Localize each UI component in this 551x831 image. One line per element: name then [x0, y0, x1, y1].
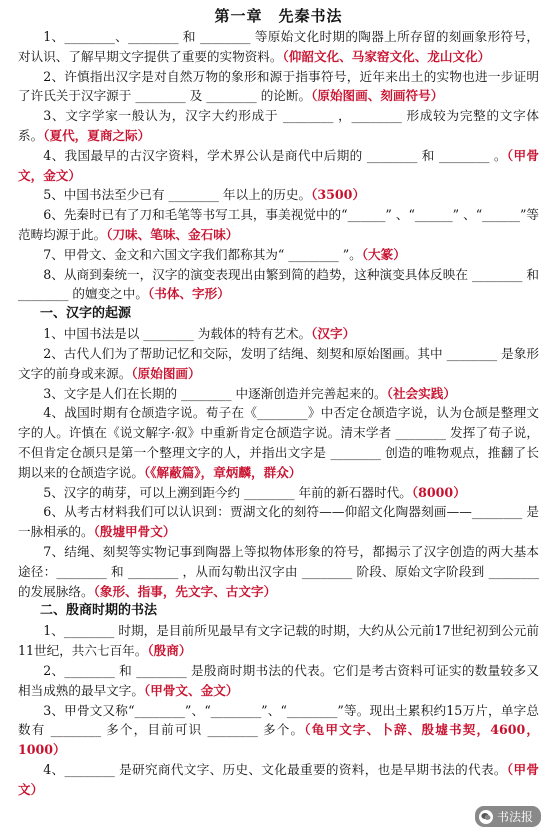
question-text: 7、结绳、刻契等实物记事到陶器上等拟物体形象的符号，都揭示了汉字创造的两大基本途径：________ 和 ________ ，从而勾勒出汉字由 ________ 阶段、原始文字阶段到 ________ 的发展脉络。 — [18, 543, 539, 599]
answer-text: （象形、指事，先文字、古文字） — [93, 583, 277, 599]
question-item — [18, 661, 539, 701]
question-item — [18, 27, 539, 67]
question-item — [18, 483, 539, 503]
chapter-title: 第一章 先秦书法 — [214, 7, 343, 25]
answer-text: （原始图画） — [131, 365, 201, 381]
answer-text: （龟甲文字、卜辞、殷墟书契，4600，1000） — [18, 722, 539, 758]
question-text: 2、古代人们为了帮助记忆和交际，发明了结绳、刻契和原始图画。其中 ________ 是象形文字的前身或来源。 — [18, 345, 539, 381]
question-item — [18, 106, 539, 146]
question-item — [18, 185, 539, 205]
question-item — [18, 621, 539, 661]
question-text: 6、从考古材料我们可以认识到：贾湖文化的刻符——仰韶文化陶器刻画——________ 是一脉相承的。 — [18, 504, 539, 540]
question-text: 5、汉字的萌芽，可以上溯到距今约 ________ 年前的新石器时代。 — [43, 484, 412, 500]
question-text: 1、________、________ 和 ________ 等原始文化时期的陶器上所存留的刻画象形符号，对认识、了解早期文字提供了重要的实物资料。 — [18, 29, 539, 64]
answer-text: （殷墟甲骨文） — [93, 524, 176, 540]
question-text: 1、中国书法是以 ________ 为载体的特有艺术。 — [43, 326, 312, 342]
answer-text: （《解蔽篇》，章炳麟，群众） — [143, 464, 302, 480]
answer-text: （大篆） — [361, 246, 406, 262]
answer-text: （仰韶文化、马家窑文化、龙山文化） — [282, 48, 491, 64]
answer-text: （刀味、笔味、金石味） — [106, 226, 239, 242]
question-text: 1、________ 时期，是目前所见最早有文字记载的时期，大约从公元前17世纪初到公元前11世纪，共六七百年。 — [18, 623, 539, 659]
question-text: 2、________ 和 ________ 是殷商时期书法的代表。它们是考古资料可证实的数量较多又相当成熟的最早文字。 — [18, 662, 539, 698]
answer-text: （殷商） — [147, 643, 192, 659]
question-text: 3、甲骨文又称“________”、“________”、“________”等。现出土累积约15万片，单字总数有 ________ 多个，目前可识 ________ 多个。 — [18, 702, 539, 738]
question-item — [18, 701, 539, 760]
question-item — [18, 502, 539, 542]
watermark-badge — [475, 806, 541, 827]
question-item — [18, 146, 539, 186]
question-text: 3、文字学家一般认为，汉字大约形成于 ________ ，________ 形成较为完整的文字体系。 — [18, 108, 539, 143]
wechat-logo-icon — [479, 810, 493, 824]
question-item — [18, 245, 539, 265]
question-item — [18, 265, 539, 305]
question-item — [18, 403, 539, 482]
question-item — [18, 542, 539, 601]
question-text: 4、战国时期有仓颉造字说。荀子在《________》中否定仓颉造字说，认为仓颉是整理文字的人。许慎在《说文解字·叙》中重新肯定仓颉造字说。清末学者 ________ 发挥了荀子说，不但肯定仓颉只是第一个整理文字的人，并指出文字是 ________ 创造的唯物观点，推翻了长期以来的仓颉造字说。 — [18, 405, 539, 480]
question-item — [18, 205, 539, 245]
question-item — [18, 324, 539, 344]
question-text: 4、________ 是研究商代文字、历史、文化最重要的资料，也是早期书法的代表。 — [43, 761, 507, 777]
question-text: 6、先秦时已有了刀和毛笔等书写工具，事美视觉中的“______” 、“______” 、“______”等范畴均源于此。 — [18, 207, 539, 242]
question-item — [18, 344, 539, 384]
answer-text: （夏代，夏商之际） — [43, 127, 151, 143]
question-text: 4、我国最早的古汉字资料，学术界公认是商代中后期的 ________ 和 ________ 。 — [43, 147, 507, 163]
answer-text: （甲骨文） — [18, 761, 539, 797]
section-heading: 一、汉字的起源 — [40, 306, 132, 322]
question-text: 5、中国书法至少已有 ________ 年以上的历史。 — [43, 187, 312, 203]
question-item — [18, 760, 539, 800]
answer-text: （8000） — [411, 484, 466, 500]
question-text: 3、文字是人们在长期的 ________ 中逐渐创造并完善起来的。 — [43, 385, 387, 401]
answer-text: （甲骨文，金文） — [18, 147, 539, 183]
answer-text: （原始图画、刻画符号） — [311, 88, 444, 104]
question-item — [18, 384, 539, 404]
question-list — [18, 27, 539, 799]
question-text: 8、从商到秦统一，汉字的演变表现出由繁到简的趋势，这种演变具体反映在 ________ 和 ________ 的嬗变之中。 — [18, 266, 539, 302]
answer-text: （甲骨文、金文） — [143, 682, 239, 698]
question-text: 7、甲骨文、金文和六国文字我们都称其为“ ________ ”。 — [43, 246, 362, 262]
question-text: 2、许慎指出汉字是对自然万物的象形和源于指事符号，近年来出土的实物也进一步证明了许氏关于汉字源于 ________ 及 ________ 的论断。 — [18, 68, 539, 104]
section-heading: 二、殷商时期的书法 — [40, 603, 158, 619]
answer-text: （3500） — [311, 187, 366, 203]
answer-text: （社会实践） — [386, 385, 456, 401]
answer-text: （书体、字形） — [147, 286, 230, 302]
watermark-text: 书法报 — [496, 810, 533, 824]
answer-text: （汉字） — [311, 326, 356, 342]
question-item — [18, 67, 539, 107]
